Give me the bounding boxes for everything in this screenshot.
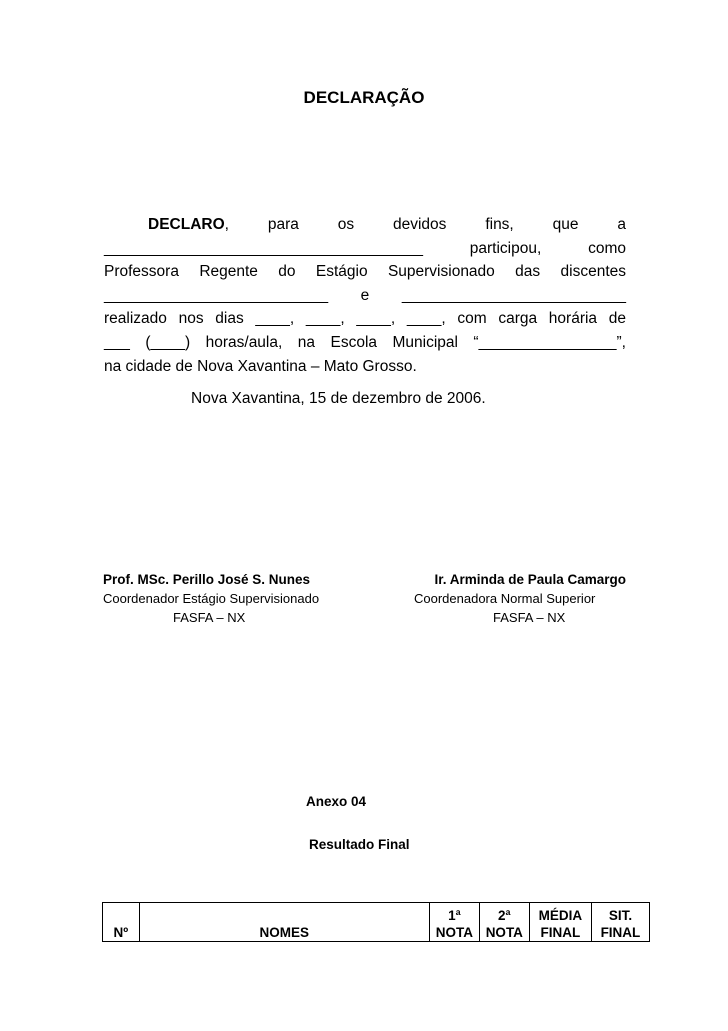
paragraph-line: realizado nos dias ____, ____, ____, ____, com carga horária de [104, 310, 626, 328]
paragraph-line: __________________________ e __________________________ [104, 286, 626, 304]
declaro-keyword: DECLARO [148, 216, 225, 233]
col-media: MÉDIA FINAL [529, 903, 591, 942]
paragraph-line: Professora Regente do Estágio Supervisionado das discentes [104, 263, 626, 281]
col-names: NOMES [139, 903, 429, 942]
col-nota2: 2ª NOTA [479, 903, 529, 942]
signature-left-institution: FASFA – NX [173, 610, 246, 625]
signature-right-name: Ir. Arminda de Paula Camargo [434, 572, 626, 587]
declaration-paragraph [104, 213, 626, 378]
results-table [102, 902, 650, 942]
paragraph-line: na cidade de Nova Xavantina – Mato Grosso. [104, 357, 417, 375]
signature-right-role: Coordenadora Normal Superior [414, 591, 596, 606]
col-sit: SIT. FINAL [591, 903, 649, 942]
document-title: DECLARAÇÃO [303, 88, 425, 107]
paragraph-line: ___ (____) horas/aula, na Escola Municipal “________________”, [104, 333, 626, 351]
signature-right [410, 570, 626, 627]
signature-left [103, 570, 319, 627]
paragraph-line-text: , para os devidos fins, que a [224, 216, 626, 233]
col-num: Nº [103, 903, 140, 942]
result-title: Resultado Final [309, 837, 410, 852]
annex-label: Anexo 04 [306, 794, 367, 809]
paragraph-line [104, 213, 626, 237]
table-header-row [103, 903, 650, 942]
col-nota1: 1ª NOTA [429, 903, 479, 942]
signature-right-institution: FASFA – NX [493, 610, 566, 625]
paragraph-line: _____________________________________ participou, como [104, 239, 626, 257]
signature-left-role: Coordenador Estágio Supervisionado [103, 591, 320, 606]
signature-left-name: Prof. MSc. Perillo José S. Nunes [103, 572, 311, 587]
date-line: Nova Xavantina, 15 de dezembro de 2006. [191, 390, 486, 407]
